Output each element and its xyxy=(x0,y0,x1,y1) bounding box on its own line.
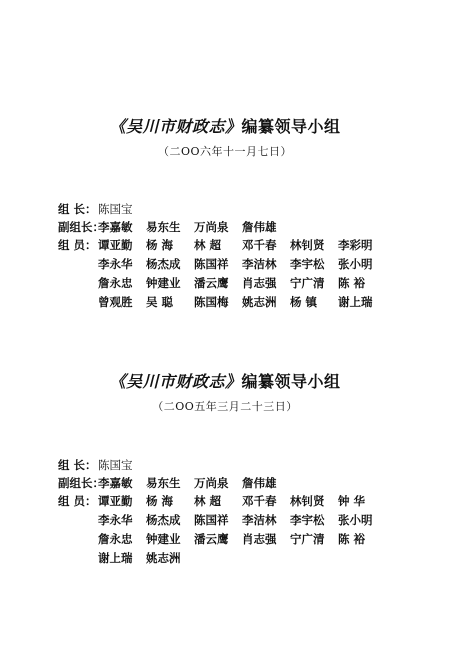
member-name: 谢上瑞 xyxy=(338,295,373,309)
deputy-line xyxy=(58,475,290,495)
deputy-name: 李嘉敏 xyxy=(98,220,133,234)
member-name: 李宇松 xyxy=(290,513,325,527)
member-name: 张小明 xyxy=(338,513,373,527)
member-name: 曾观胜 xyxy=(98,295,133,309)
member-name: 李宇松 xyxy=(290,257,325,271)
section-date: （二OO六年十一月七日） xyxy=(157,145,293,158)
member-name: 陈国祥 xyxy=(194,257,229,271)
member-name: 潘云鹰 xyxy=(194,276,229,290)
leader-line xyxy=(58,201,133,221)
deputy-name: 万尚泉 xyxy=(194,220,229,234)
member-name: 杨杰成 xyxy=(146,513,181,527)
member-name: 林钊贤 xyxy=(290,238,325,252)
deputy-label: 副组长： xyxy=(58,220,104,234)
member-name: 李洁林 xyxy=(242,257,277,271)
member-name: 肖志强 xyxy=(242,276,277,290)
member-line xyxy=(58,550,194,570)
member-name: 陈国梅 xyxy=(194,295,229,309)
member-name: 姚志洲 xyxy=(146,551,181,565)
member-name: 谢上瑞 xyxy=(98,551,133,565)
deputy-label: 副组长： xyxy=(58,476,104,490)
deputy-name: 万尚泉 xyxy=(194,476,229,490)
section-title: 《吴川市财政志》编纂领导小组 xyxy=(109,372,341,391)
member-name: 邓千春 xyxy=(242,494,277,508)
member-name: 钟建业 xyxy=(146,532,181,546)
member-name: 詹永忠 xyxy=(98,532,133,546)
member-name: 陈 裕 xyxy=(338,532,366,546)
member-name: 李洁林 xyxy=(242,513,277,527)
member-name: 邓千春 xyxy=(242,238,277,252)
member-name: 李永华 xyxy=(98,513,133,527)
deputy-name: 易东生 xyxy=(146,220,181,234)
member-name: 林 超 xyxy=(194,238,222,252)
member-name: 杨杰成 xyxy=(146,257,181,271)
member-name: 李永华 xyxy=(98,257,133,271)
deputy-name: 李嘉敏 xyxy=(98,476,133,490)
member-name: 谭亚勤 xyxy=(98,494,133,508)
member-name: 宁广清 xyxy=(290,276,325,290)
deputy-line xyxy=(58,219,290,239)
member-line xyxy=(58,531,386,551)
member-name: 李彩明 xyxy=(338,238,373,252)
deputy-name: 詹伟雄 xyxy=(242,220,277,234)
member-name: 谭亚勤 xyxy=(98,238,133,252)
member-name: 肖志强 xyxy=(242,532,277,546)
member-name: 潘云鹰 xyxy=(194,532,229,546)
member-name: 姚志洲 xyxy=(242,295,277,309)
member-name: 杨 海 xyxy=(146,494,174,508)
leader-label: 组 长： xyxy=(58,458,97,472)
leader-name: 陈国宝 xyxy=(98,202,133,216)
member-name: 陈国祥 xyxy=(194,513,229,527)
member-line xyxy=(58,275,386,295)
member-name: 钟 华 xyxy=(338,494,366,508)
deputy-name: 易东生 xyxy=(146,476,181,490)
member-name: 陈 裕 xyxy=(338,276,366,290)
member-name: 林 超 xyxy=(194,494,222,508)
leader-label: 组 长： xyxy=(58,202,97,216)
member-name: 吴 聪 xyxy=(146,295,174,309)
member-label: 组 员： xyxy=(58,238,97,252)
member-line xyxy=(58,493,386,513)
member-name: 钟建业 xyxy=(146,276,181,290)
leader-name: 陈国宝 xyxy=(98,458,133,472)
section-date: （二OO五年三月二十三日） xyxy=(152,400,298,413)
member-name: 詹永忠 xyxy=(98,276,133,290)
member-line xyxy=(58,294,386,314)
leader-line xyxy=(58,457,133,477)
member-label: 组 员： xyxy=(58,494,97,508)
member-name: 张小明 xyxy=(338,257,373,271)
section-title: 《吴川市财政志》编纂领导小组 xyxy=(109,117,341,136)
member-line xyxy=(58,256,386,276)
member-name: 杨 镇 xyxy=(290,295,318,309)
member-name: 宁广清 xyxy=(290,532,325,546)
member-line xyxy=(58,237,386,257)
member-name: 杨 海 xyxy=(146,238,174,252)
deputy-name: 詹伟雄 xyxy=(242,476,277,490)
member-line xyxy=(58,512,386,532)
member-name: 林钊贤 xyxy=(290,494,325,508)
